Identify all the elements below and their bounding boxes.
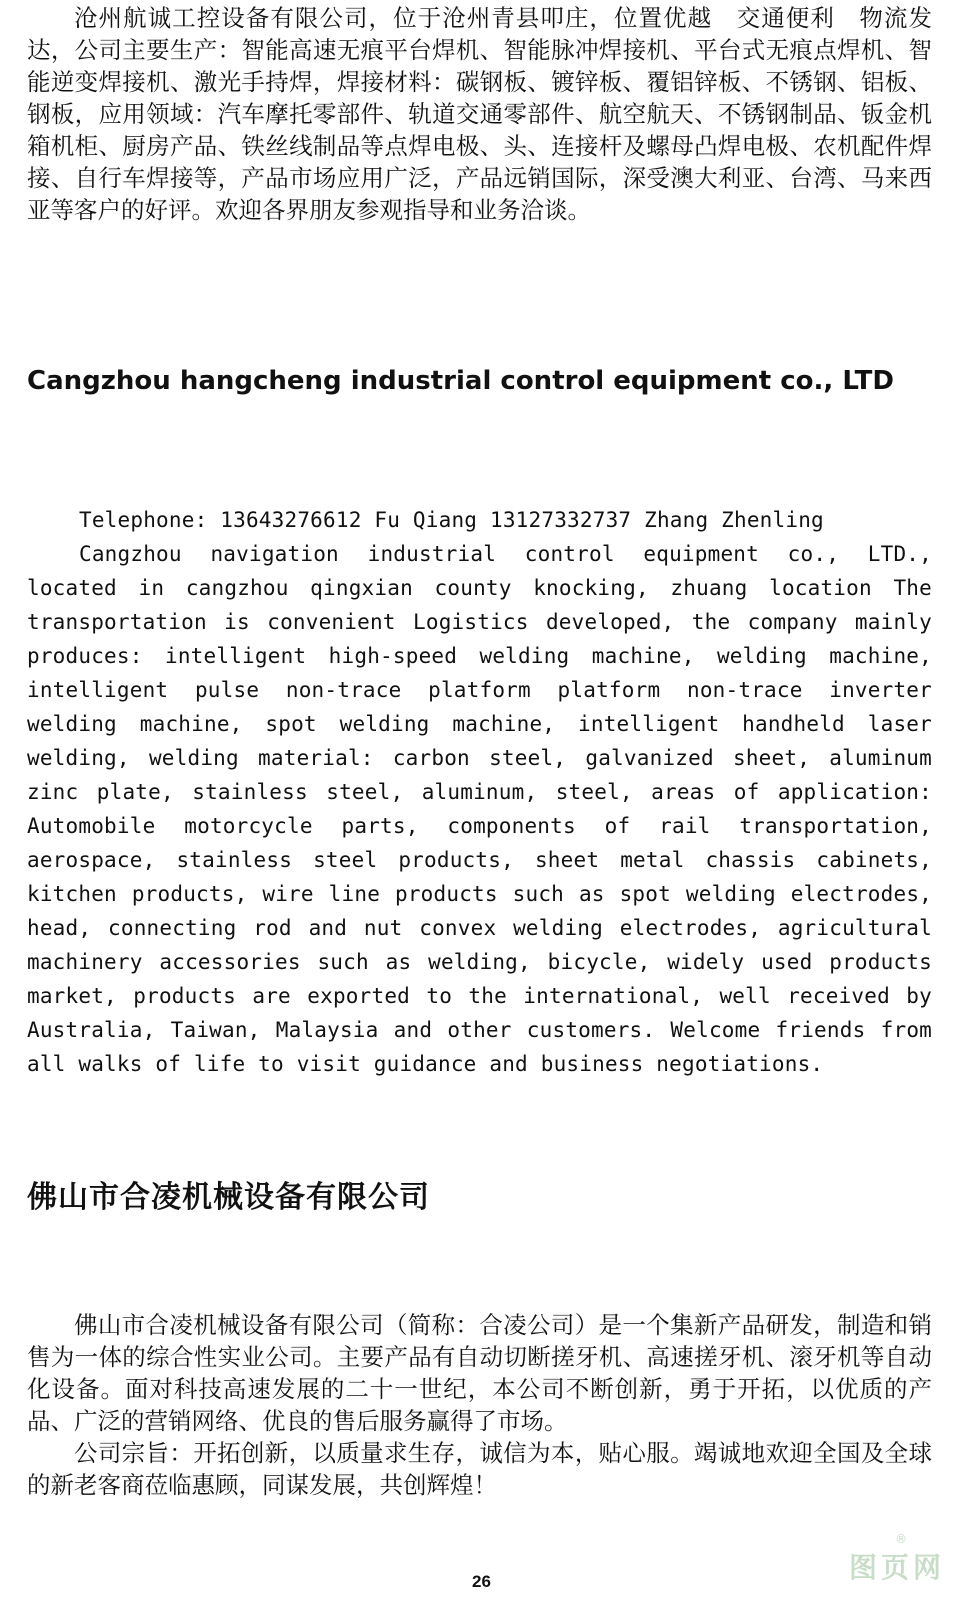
company-intro-english: Cangzhou navigation industrial control equipment co., LTD., located in cangzhou qingxian county knocking, zhuang location The transportation is convenient Logistics developed, the company mainly produces: intelligent high-speed welding machine, welding machine, intelligent pulse non-trace platform platform non-trace inverter welding machine, spot welding machine, intelligent handheld laser welding, welding material: carbon steel, galvanized sheet, aluminum zinc plate, stainless steel, aluminum, steel, areas of application: Automobile motorcycle parts, components of rail transportation, aerospace, stainless steel products, sheet metal chassis cabinets, kitchen products, wire line products such as spot welding electrodes, head, connecting rod and nut convex welding electrodes, agricultural machinery accessories such as welding, bicycle, widely used products market, products are exported to the international, well received by Australia, Taiwan, Malaysia and other customers. Welcome friends from all walks of life to visit guidance and business negotiations.: [27, 542, 932, 1076]
watermark-registered-mark: ®: [895, 1532, 907, 1546]
company-intro-chinese-hangcheng: 沧州航诚工控设备有限公司，位于沧州青县叩庄，位置优越 交通便利 物流发达，公司主要生产：智能高速无痕平台焊机、智能脉冲焊接机、平台式无痕点焊机、智能逆变焊接机、激光手持焊，焊接材料：碳钢板、镀锌板、覆铝锌板、不锈钢、铝板、钢板，应用领域：汽车摩托零部件、轨道交通零部件、航空航天、不锈钢制品、钣金机箱机柜、厨房产品、铁丝线制品等点焊电极、头、连接杆及螺母凸焊电极、农机配件焊接、自行车焊接等，产品市场应用广泛，产品远销国际，深受澳大利亚、台湾、马来西亚等客户的好评。欢迎各界朋友参观指导和业务洽谈。: [27, 4, 932, 224]
page-number: 26: [472, 1572, 491, 1591]
company-heading-english: Cangzhou hangcheng industrial control equipment co., LTD: [27, 366, 894, 396]
company-heading-chinese-heling: 佛山市合凌机械设备有限公司: [27, 1180, 430, 1215]
watermark-logo: 图页网: [848, 1551, 945, 1584]
company-motto-paragraph: 公司宗旨：开拓创新，以质量求生存，诚信为本，贴心服。竭诚地欢迎全国及全球的新老客商莅临惠顾，同谋发展，共创辉煌！: [27, 1439, 932, 1499]
telephone-line: Telephone: 13643276612 Fu Qiang 13127332737 Zhang Zhenling: [79, 508, 824, 532]
company-intro-chinese-heling: 佛山市合凌机械设备有限公司（简称：合凌公司）是一个集新产品研发，制造和销售为一体的综合性实业公司。主要产品有自动切断搓牙机、高速搓牙机、滚牙机等自动化设备。面对科技高速发展的二十一世纪，本公司不断创新，勇于开拓，以优质的产品、广泛的营销网络、优良的售后服务赢得了市场。: [27, 1311, 932, 1435]
